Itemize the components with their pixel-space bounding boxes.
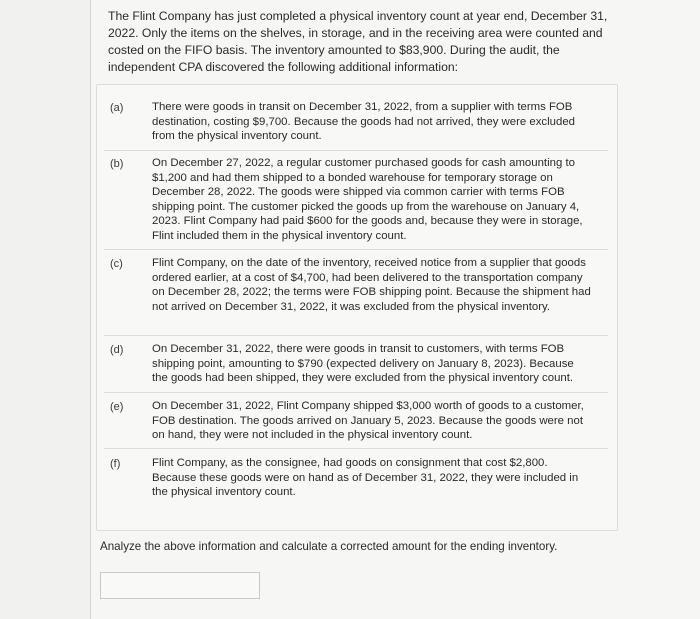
item-letter: (b) <box>110 158 124 170</box>
divider <box>104 392 608 393</box>
item-text: On December 27, 2022, a regular customer purchased goods for cash amounting to $1,200 and had them shipped to a bonded warehouse for temporary storage on December 28, 2022. The goods were shipped via common carrier with terms FOB shipping point. The customer picked the goods up from the warehouse on January 4, 2023. Flint Company had paid $600 for the goods and, because they were in storage, Flint included them in the physical inventory count. <box>152 157 583 242</box>
item-text: Flint Company, on the date of the inventory, received notice from a supplier that goods ordered earlier, at a cost of $4,700, had been delivered to the transportation company on December 28, 2022; the terms were FOB shipping point. Because the shipment had not arrived on December 31, 2022, it was excluded from the physical inventory. <box>152 257 591 313</box>
item-text: On December 31, 2022, Flint Company shipped $3,000 worth of goods to a customer, FOB destination. The goods arrived on January 5, 2023. Because the goods were not on hand, they were not included in the physical inventory count. <box>152 400 584 442</box>
item-text: Flint Company, as the consignee, had goods on consignment that cost $2,800. Because these goods were on hand as of December 31, 2022, they were included in the physical inventory count. <box>152 457 579 499</box>
item-letter: (f) <box>110 458 121 470</box>
item-letter: (d) <box>110 344 124 356</box>
question-prompt: Analyze the above information and calculate a corrected amount for the ending inventory. <box>100 540 558 553</box>
list-item-a <box>100 100 605 148</box>
item-letter: (e) <box>110 401 124 413</box>
item-text: There were goods in transit on December 31, 2022, from a supplier with terms FOB destination, costing $9,700. Because the goods had not arrived, they were excluded from the physical inventory count. <box>152 101 575 143</box>
divider <box>104 150 608 151</box>
divider <box>104 335 608 336</box>
divider <box>104 448 608 449</box>
list-item-b <box>100 156 605 246</box>
problem-intro: The Flint Company has just completed a physical inventory count at year end, December 31, 2022. Only the items on the shelves, in storage, and in the receiving area were counted and costed on the FIFO basis. The inventory amounted to $83,900. During the audit, the independent CPA discovered the following additional information: <box>108 9 608 74</box>
divider <box>104 249 608 250</box>
item-letter: (c) <box>110 258 123 270</box>
item-letter: (a) <box>110 102 124 114</box>
list-item-e <box>100 399 605 447</box>
list-item-d <box>100 342 605 390</box>
ending-inventory-input[interactable] <box>100 572 260 599</box>
list-item-f <box>100 456 605 504</box>
item-text: On December 31, 2022, there were goods in transit to customers, with terms FOB shipping point, amounting to $790 (expected delivery on January 8, 2023). Because the goods had been shipped, they were excluded from the physical inventory count. <box>152 343 574 385</box>
list-item-c <box>100 256 605 332</box>
